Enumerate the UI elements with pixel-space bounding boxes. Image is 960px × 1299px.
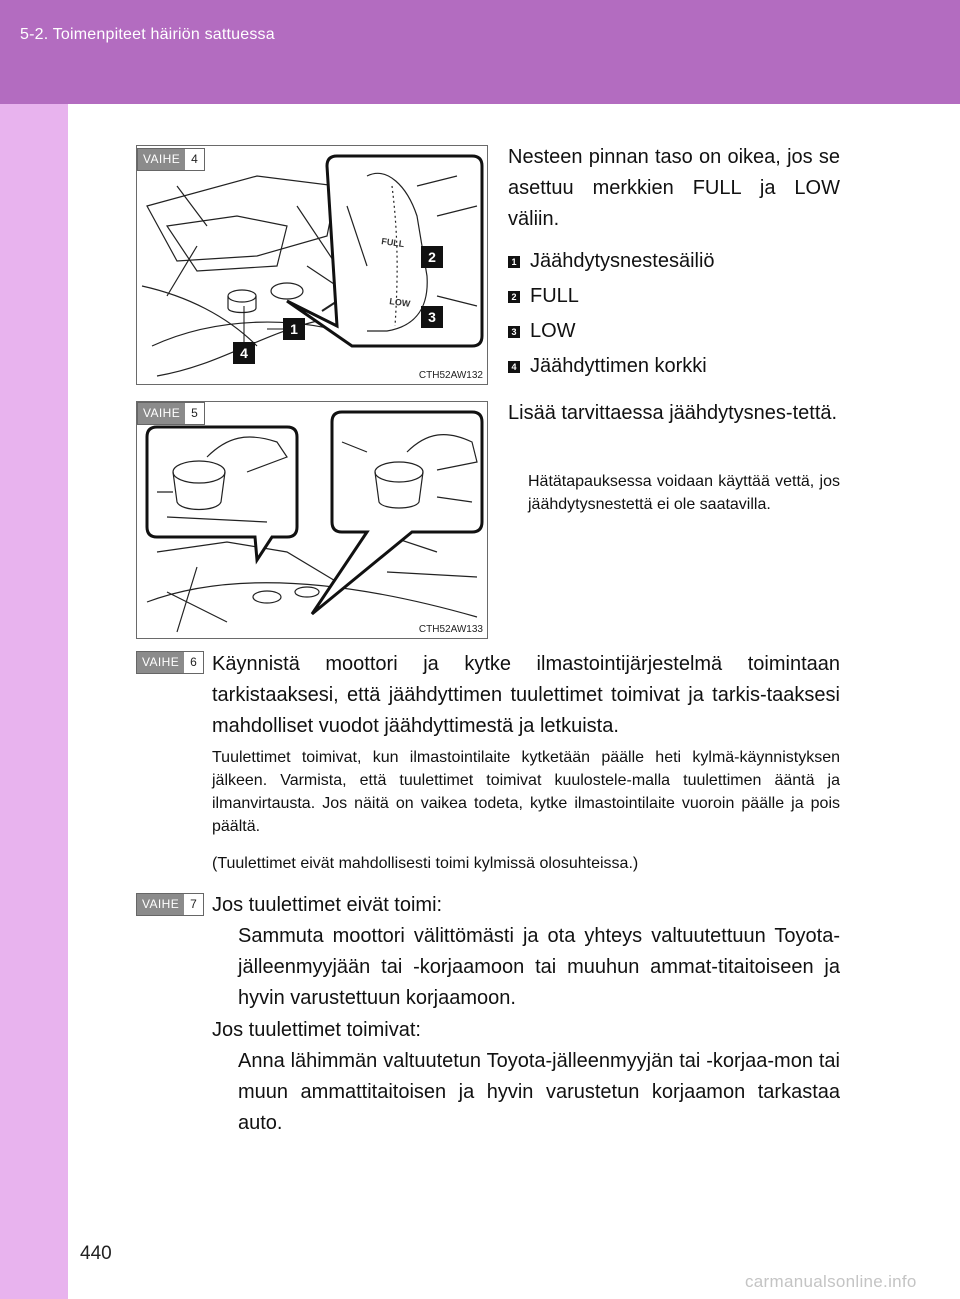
step-tag-6: [136, 651, 204, 674]
watermark: carmanualsonline.info: [745, 1272, 917, 1291]
step-tag-5: [137, 402, 205, 425]
step-5-text: Lisää tarvittaessa jäähdytysnes-tettä.: [508, 402, 838, 424]
legend-label-2: FULL: [530, 285, 579, 307]
step-tag-4: [137, 148, 205, 171]
legend-label-1: Jäähdytysnestesäiliö: [530, 250, 715, 272]
callout-4-radiator-cap: 4: [233, 342, 255, 364]
legend-number-1: 1: [508, 256, 520, 268]
figure-code-5: CTH52AW133: [418, 624, 483, 635]
step-7-case2-heading: Jos tuulettimet toimivat:: [212, 1019, 421, 1041]
page-number: 440: [80, 1243, 112, 1264]
header-band: [0, 0, 960, 104]
step-tag-7: [136, 893, 204, 916]
step-7-case1-heading: Jos tuulettimet eivät toimi:: [212, 894, 443, 916]
engine-illustration-adding-coolant: [137, 402, 487, 638]
tank-mark-low: LOW: [388, 296, 411, 309]
tank-mark-full: FULL: [380, 236, 405, 250]
legend-number-4: 4: [508, 361, 520, 373]
legend-item-radiator-cap: [508, 349, 715, 384]
step-5-note: Hätätapauksessa voidaan käyttää vettä, jos jäähdytysnestettä ei ole saatavilla.: [528, 473, 840, 513]
callout-3-low-mark: 3: [421, 306, 443, 328]
step-7-case2-text: Anna lähimmän valtuutetun Toyota-jälleenmyyjän tai -korjaa-mon tai muun ammattitaitoisen ja hyvin varustetun korjaamon tarkastaa auto.: [238, 1050, 840, 1134]
step-6-note-cold: (Tuulettimet eivät mahdollisesti toimi kylmissä olosuhteissa.): [212, 855, 639, 872]
callout-1-coolant-reservoir: 1: [283, 318, 305, 340]
step-4-legend: [508, 244, 715, 384]
step-7-case1-text: Sammuta moottori välittömästi ja ota yhteys valtuutettuun Toyota-jälleenmyyjään tai -korjaamoon tai muuhun ammat-titaitoiseen ja hyvin varustettuun korjaamoon.: [238, 925, 840, 1009]
step-tag-number: 7: [184, 894, 203, 915]
legend-label-4: Jäähdyttimen korkki: [530, 355, 707, 377]
step-tag-number: 6: [184, 652, 203, 673]
figure-step-4: [136, 145, 488, 385]
legend-item-coolant-reservoir: [508, 244, 715, 279]
legend-item-full: [508, 279, 715, 314]
step-tag-label: VAIHE: [138, 149, 185, 170]
step-4-text: Nesteen pinnan taso on oikea, jos se asettuu merkkien FULL ja LOW väliin.: [508, 146, 840, 230]
side-strip: [0, 104, 68, 1299]
callout-2-full-mark: 2: [421, 246, 443, 268]
step-tag-label: VAIHE: [138, 403, 185, 424]
step-tag-label: VAIHE: [137, 894, 184, 915]
section-title: 5-2. Toimenpiteet häiriön sattuessa: [20, 26, 275, 43]
legend-number-2: 2: [508, 291, 520, 303]
step-tag-number: 5: [185, 403, 204, 424]
step-6-note: Tuulettimet toimivat, kun ilmastointilaite kytketään päälle heti kylmä-käynnistyksen jälkeen. Varmista, että tuulettimet toimivat kuulostele-malla tuulettimen ääntä ja ilmanvirtausta. Jos näitä on vaikea todeta, kytke ilmastointilaite vuoroin päälle ja pois päältä.: [212, 749, 840, 835]
step-tag-label: VAIHE: [137, 652, 184, 673]
step-tag-number: 4: [185, 149, 204, 170]
figure-code-4: CTH52AW132: [418, 370, 483, 381]
figure-step-5: [136, 401, 488, 639]
legend-item-low: [508, 314, 715, 349]
step-6-text: Käynnistä moottori ja kytke ilmastointijärjestelmä toimintaan tarkistaaksesi, että jäähdyttimen tuulettimet toimivat ja tarkis-taaksesi mahdolliset vuodot jäähdyttimestä ja letkuista.: [212, 653, 840, 737]
legend-number-3: 3: [508, 326, 520, 338]
legend-label-3: LOW: [530, 320, 576, 342]
